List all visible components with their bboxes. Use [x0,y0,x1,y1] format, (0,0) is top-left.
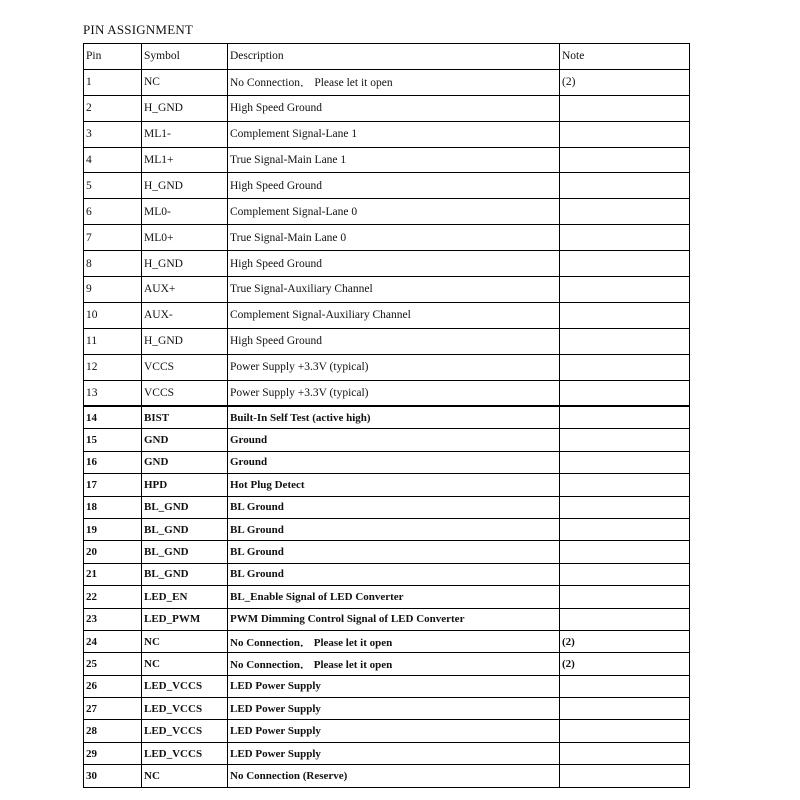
cell-note [560,608,690,630]
cell-pin: 20 [84,541,142,563]
cell-description: Complement Signal-Auxiliary Channel [228,302,560,328]
cell-symbol: LED_VCCS [142,742,228,764]
table-row [84,563,690,585]
cell-symbol: BIST [142,407,228,429]
cell-description: True Signal-Main Lane 0 [228,225,560,251]
cell-note [560,586,690,608]
cell-description: BL Ground [228,563,560,585]
cell-symbol: GND [142,429,228,451]
table-row [84,518,690,540]
cell-pin: 22 [84,586,142,608]
cell-note [560,380,690,406]
cell-description: BL Ground [228,518,560,540]
cell-pin: 29 [84,742,142,764]
cell-note [560,675,690,697]
cell-pin: 28 [84,720,142,742]
cell-note [560,496,690,518]
cell-symbol: LED_EN [142,586,228,608]
cell-symbol: NC [142,630,228,652]
cell-note [560,354,690,380]
cell-note: (2) [560,653,690,675]
cell-note [560,147,690,173]
table-row [84,173,690,199]
cell-note [560,541,690,563]
cell-symbol: VCCS [142,380,228,406]
cell-pin: 1 [84,69,142,95]
cell-symbol: AUX+ [142,277,228,303]
cell-description: High Speed Ground [228,173,560,199]
cell-description: High Speed Ground [228,95,560,121]
cell-symbol: H_GND [142,328,228,354]
cell-description: LED Power Supply [228,720,560,742]
table-row [84,121,690,147]
header-note: Note [560,44,690,70]
cell-symbol: BL_GND [142,563,228,585]
cell-description: Complement Signal-Lane 0 [228,199,560,225]
cell-symbol: H_GND [142,173,228,199]
pin-table-lower [83,406,690,788]
cell-note [560,95,690,121]
cell-note [560,225,690,251]
cell-pin: 17 [84,474,142,496]
cell-pin: 5 [84,173,142,199]
table-header-row [84,44,690,70]
cell-description: LED Power Supply [228,675,560,697]
table-row [84,630,690,652]
cell-note [560,199,690,225]
table-row [84,251,690,277]
cell-note [560,173,690,199]
page-title: PIN ASSIGNMENT [83,22,194,37]
table-row [84,69,690,95]
cell-note [560,474,690,496]
cell-pin: 12 [84,354,142,380]
cell-symbol: AUX- [142,302,228,328]
table-row [84,147,690,173]
cell-symbol: LED_PWM [142,608,228,630]
table-row [84,742,690,764]
cell-description: Built-In Self Test (active high) [228,407,560,429]
cell-note [560,720,690,742]
table-row [84,380,690,406]
cell-note [560,328,690,354]
table-row [84,608,690,630]
cell-description: BL Ground [228,541,560,563]
cell-pin: 2 [84,95,142,121]
table-row [84,302,690,328]
cell-symbol: LED_VCCS [142,675,228,697]
table-row [84,653,690,675]
cell-description: Complement Signal-Lane 1 [228,121,560,147]
cell-symbol: GND [142,451,228,473]
header-symbol: Symbol [142,44,228,70]
table-row [84,698,690,720]
cell-pin: 30 [84,765,142,787]
cell-pin: 23 [84,608,142,630]
table-row [84,95,690,121]
cell-symbol: ML0+ [142,225,228,251]
table-row [84,496,690,518]
cell-description: PWM Dimming Control Signal of LED Converter [228,608,560,630]
cell-pin: 4 [84,147,142,173]
pin-table-upper [83,43,690,406]
cell-description: No Connection． Please let it open [228,653,560,675]
cell-note [560,251,690,277]
cell-description: True Signal-Main Lane 1 [228,147,560,173]
cell-description: No Connection (Reserve) [228,765,560,787]
cell-note [560,277,690,303]
cell-description: True Signal-Auxiliary Channel [228,277,560,303]
cell-description: No Connection． Please let it open [228,630,560,652]
cell-description: Hot Plug Detect [228,474,560,496]
cell-pin: 11 [84,328,142,354]
table-row [84,354,690,380]
cell-note [560,563,690,585]
cell-pin: 8 [84,251,142,277]
table-row [84,720,690,742]
cell-note [560,407,690,429]
cell-note: (2) [560,69,690,95]
cell-description: BL Ground [228,496,560,518]
header-pin: Pin [84,44,142,70]
cell-symbol: NC [142,765,228,787]
cell-note [560,429,690,451]
cell-note: (2) [560,630,690,652]
cell-symbol: ML0- [142,199,228,225]
cell-symbol: H_GND [142,95,228,121]
cell-description: Ground [228,429,560,451]
cell-description: Power Supply +3.3V (typical) [228,354,560,380]
table-row [84,199,690,225]
cell-note [560,698,690,720]
table-row [84,765,690,787]
cell-pin: 21 [84,563,142,585]
table-row [84,277,690,303]
cell-description: Power Supply +3.3V (typical) [228,380,560,406]
cell-description: No Connection． Please let it open [228,69,560,95]
cell-note [560,451,690,473]
cell-pin: 26 [84,675,142,697]
cell-pin: 25 [84,653,142,675]
cell-pin: 16 [84,451,142,473]
cell-symbol: H_GND [142,251,228,277]
cell-pin: 27 [84,698,142,720]
cell-pin: 10 [84,302,142,328]
cell-pin: 24 [84,630,142,652]
cell-pin: 7 [84,225,142,251]
cell-description: High Speed Ground [228,251,560,277]
cell-pin: 6 [84,199,142,225]
cell-description: LED Power Supply [228,698,560,720]
cell-symbol: ML1- [142,121,228,147]
cell-pin: 9 [84,277,142,303]
cell-symbol: HPD [142,474,228,496]
cell-pin: 15 [84,429,142,451]
cell-description: BL_Enable Signal of LED Converter [228,586,560,608]
header-description: Description [228,44,560,70]
cell-note [560,121,690,147]
cell-symbol: BL_GND [142,518,228,540]
cell-symbol: LED_VCCS [142,698,228,720]
cell-note [560,302,690,328]
cell-pin: 3 [84,121,142,147]
cell-pin: 13 [84,380,142,406]
table-row [84,407,690,429]
table-row [84,675,690,697]
cell-symbol: BL_GND [142,541,228,563]
cell-note [560,742,690,764]
table-row [84,474,690,496]
table-row [84,328,690,354]
cell-symbol: BL_GND [142,496,228,518]
table-row [84,586,690,608]
cell-symbol: LED_VCCS [142,720,228,742]
table-row [84,541,690,563]
table-row [84,429,690,451]
cell-pin: 19 [84,518,142,540]
cell-pin: 18 [84,496,142,518]
table-row [84,225,690,251]
cell-description: LED Power Supply [228,742,560,764]
cell-symbol: VCCS [142,354,228,380]
cell-note [560,518,690,540]
cell-symbol: NC [142,653,228,675]
cell-symbol: NC [142,69,228,95]
cell-pin: 14 [84,407,142,429]
cell-description: Ground [228,451,560,473]
cell-symbol: ML1+ [142,147,228,173]
cell-note [560,765,690,787]
table-row [84,451,690,473]
cell-description: High Speed Ground [228,328,560,354]
